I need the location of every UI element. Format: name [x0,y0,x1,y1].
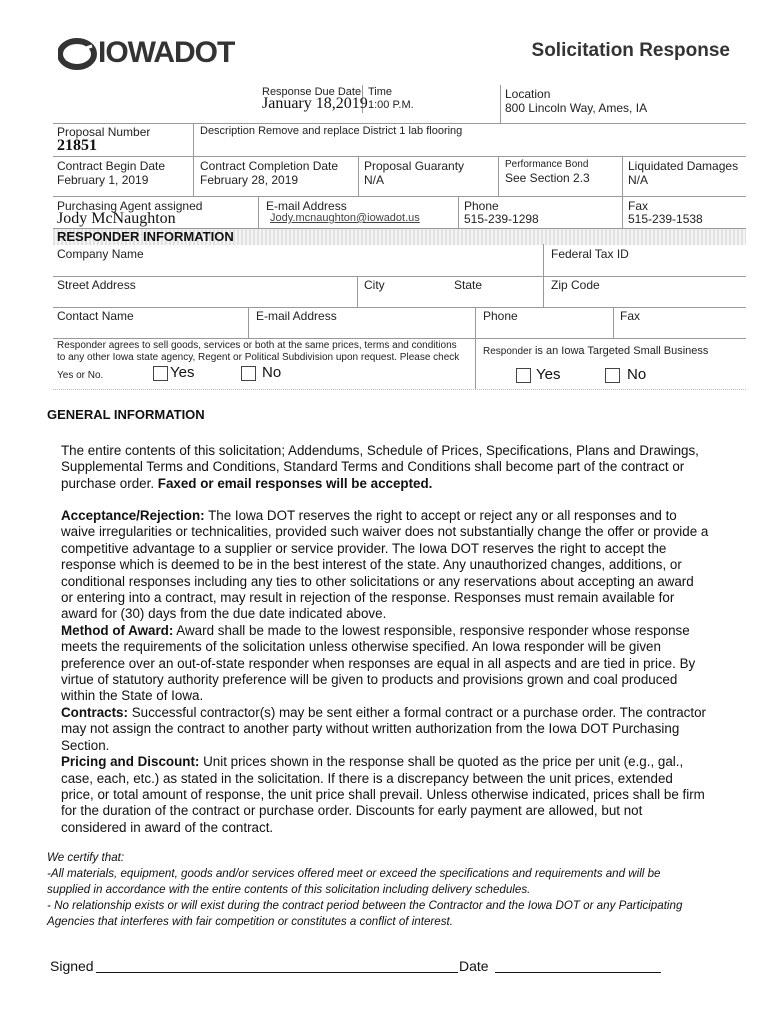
intro-paragraph [61,443,733,492]
performance-bond-value: See Section 2.3 [505,171,590,185]
agree-yes-label: Yes [170,364,195,381]
due-date-label: Response Due Date [262,86,362,98]
agent-phone-label: Phone [464,199,499,213]
iowa-dot-logo-icon [58,36,98,72]
completion-date-value: February 28, 2019 [200,173,299,187]
completion-date-label: Contract Completion Date [200,159,339,173]
zip-code-field[interactable]: Zip Code [551,278,600,292]
signature-line[interactable] [96,972,458,973]
liquidated-damages-value: N/A [628,173,649,187]
small-business-no-label: No [627,366,647,383]
responder-section-title: RESPONDER INFORMATION [57,229,234,244]
terms-paragraphs [61,508,733,836]
acceptance-line: waive irregularities or technicalities, provided such waiver does not substantially change the offer or provide a [61,524,709,540]
date-label: Date [459,958,489,974]
proposal-number-label: Proposal Number [57,125,151,139]
method-line: within the State of Iowa. [61,688,204,704]
method-line: virtue of statutory authority preference will be given to products and provisions grown and coal produced [61,672,678,688]
acceptance-line: response which is deemed to be in the best interest of the state. Any unauthorized changes, additions, or [61,557,682,573]
intro-line: The entire contents of this solicitation; Addendums, Schedule of Prices, Specifications, Plans and Drawings, [61,443,699,458]
page-title: Solicitation Response [531,40,730,61]
certify-line: -All materials, equipment, goods and/or services offered meet or exceed the specifications and requirements and will be [47,867,661,880]
contracts-line: Section. [61,737,110,753]
location-value: 800 Lincoln Way, Ames, IA [505,101,648,115]
state-field[interactable]: State [454,278,483,292]
agree-text-line1: Responder agrees to sell goods, services or both at the same prices, terms and conditions [57,340,457,351]
certify-line: - No relationship exists or will exist during the contract period between the Contractor and the Iowa DOT or any Participating [47,899,683,912]
small-business-text [483,341,708,359]
contact-name-field[interactable]: Contact Name [57,309,134,323]
liquidated-damages-label: Liquidated Damages [628,159,739,173]
responder-email-field[interactable]: E-mail Address [256,309,337,323]
logo-text: IOWADOT [98,36,235,69]
location-label: Location [505,87,551,101]
company-name-field[interactable]: Company Name [57,247,144,261]
federal-tax-id-field[interactable]: Federal Tax ID [551,247,629,261]
acceptance-line: conditional responses including any ties to other solicitations or any reservations about accepting an award [61,573,694,589]
certify-line: We certify that: [47,851,125,864]
general-info-title: GENERAL INFORMATION [47,407,205,422]
small-business-text-a: Responder [483,346,532,357]
contracts-line: Contracts: Successful contractor(s) may be sent either a formal contract or a purchase order. The contractor [61,704,707,720]
proposal-number-value: 21851 [57,137,97,154]
time-value: 1:00 P.M. [368,99,414,111]
time-label: Time [368,86,393,98]
acceptance-line: competitive advantage to a supplier or service provider. The Iowa DOT reserves the right to accept the [61,540,667,556]
pricing-line: for the duration of the contract or purchase order. Discounts for early payment are allowed, but not [61,803,643,819]
method-line: Method of Award: Award shall be made to the lowest responsible, responsive responder whose response [61,622,690,638]
signed-label: Signed [50,958,94,974]
acceptance-line: Acceptance/Rejection: The Iowa DOT reserves the right to accept or reject any or all responses and to [61,508,677,523]
intro-line: purchase order. Faxed or email responses will be accepted. [61,475,433,491]
proposal-guaranty-value: N/A [364,173,385,187]
agent-email-label: E-mail Address [266,199,347,213]
certify-line: Agencies that interferes with fair competition or constitutes a conflict of interest. [47,915,453,928]
intro-line: Supplemental Terms and Conditions, Standard Terms and Conditions shall become part of the contract or [61,459,685,475]
agree-no-label: No [262,364,282,381]
description-text: Description Remove and replace District 1 lab flooring [200,125,463,137]
city-field[interactable]: City [364,278,385,292]
performance-bond-label: Performance Bond [505,159,589,170]
begin-date-label: Contract Begin Date [57,159,166,173]
small-business-no-checkbox[interactable] [605,368,620,383]
small-business-text-b: is an Iowa Targeted Small Business [531,345,709,357]
agree-no-checkbox[interactable] [241,366,256,381]
contracts-line: may not assign the contract to another party without written authorization from the Iowa DOT Purchasing [61,721,680,737]
agent-fax-value: 515-239-1538 [628,212,703,226]
small-business-yes-label: Yes [536,366,561,383]
iowa-dot-logo [58,36,235,72]
pricing-line: Pricing and Discount: Unit prices shown in the response shall be quoted as the price per unit (e.g., gal., [61,754,684,770]
certify-line: supplied in accordance with the entire contents of this solicitation including delivery schedules. [47,883,531,896]
begin-date-value: February 1, 2019 [57,173,149,187]
acceptance-line: award for (30) days from the due date indicated above. [61,606,387,622]
proposal-guaranty-label: Proposal Guaranty [364,159,465,173]
pricing-line: case, each, etc.) as stated in the solicitation. If there is a discrepancy between the unit prices, extended [61,770,673,786]
pricing-line: price, or total amount of response, the unit price shall prevail. Unless otherwise indicated, prices shall be firm [61,786,705,802]
method-line: preference over an out-of-state responder when responses are equal in all aspects and are tied in price. By [61,655,696,671]
agree-text-line2: to any other Iowa state agency, Regent or Political Subdivision upon request. Please check [57,352,460,363]
agent-phone-value: 515-239-1298 [464,212,539,226]
due-date-value: January 18,2019 [262,95,368,112]
acceptance-line: or entering into a contract, may result in rejection of the response. Responses must remain available for [61,590,675,606]
purchasing-agent-label: Purchasing Agent assigned [57,199,203,213]
agree-yes-checkbox[interactable] [153,366,168,381]
street-address-field[interactable]: Street Address [57,278,136,292]
agent-email-link[interactable]: Jody.mcnaughton@iowadot.us [270,212,420,224]
small-business-yes-checkbox[interactable] [516,368,531,383]
purchasing-agent-value: Jody McNaughton [57,210,176,227]
pricing-line: considered in award of the contract. [61,819,274,835]
date-line[interactable] [495,972,661,973]
method-line: meets the requirements of the solicitation unless otherwise specified. An Iowa responder will be given [61,639,661,655]
responder-phone-field[interactable]: Phone [483,309,518,323]
agent-fax-label: Fax [628,199,649,213]
agree-text-line3: Yes or No. [57,370,104,381]
certification-block [47,850,747,930]
responder-fax-field[interactable]: Fax [620,309,641,323]
